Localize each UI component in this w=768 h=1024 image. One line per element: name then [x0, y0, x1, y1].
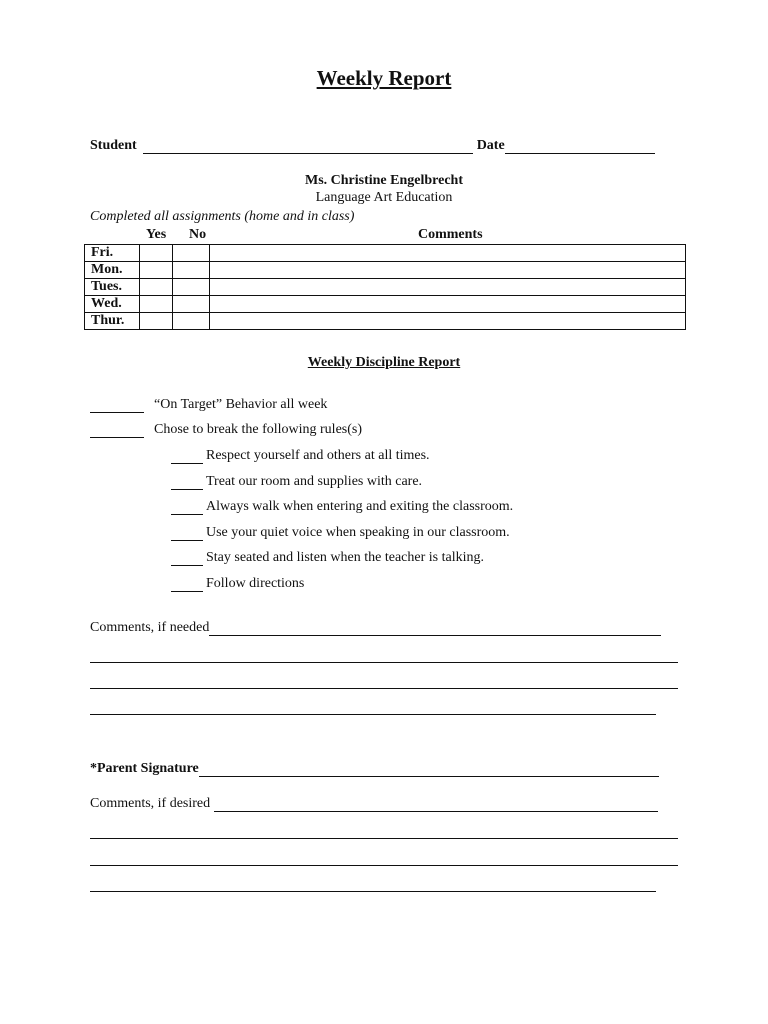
rule-blank[interactable] [171, 577, 203, 592]
yes-cell[interactable] [140, 313, 173, 330]
student-date-row [90, 138, 662, 154]
no-cell[interactable] [173, 279, 210, 296]
rule-item [171, 448, 430, 464]
yes-column-header: Yes [146, 227, 167, 242]
comments-needed-label: Comments, if needed [90, 620, 210, 635]
comments-desired-row [90, 796, 658, 812]
yes-cell[interactable] [140, 245, 173, 262]
yes-cell[interactable] [140, 296, 173, 313]
table-row [85, 296, 686, 313]
day-label: Fri. [85, 245, 140, 262]
comments-needed-line[interactable] [90, 662, 678, 663]
comments-column-header: Comments [418, 227, 483, 242]
rule-label: Treat our room and supplies with care. [206, 474, 423, 489]
no-cell[interactable] [173, 296, 210, 313]
department: Language Art Education [315, 190, 453, 205]
rule-item [171, 576, 304, 592]
comments-desired-line[interactable] [90, 891, 656, 892]
comments-desired-label: Comments, if desired [90, 796, 211, 811]
rule-item [171, 550, 484, 566]
comments-cell[interactable] [210, 296, 686, 313]
parent-signature-row [90, 761, 659, 777]
comments-needed-row [90, 620, 661, 636]
yes-cell[interactable] [140, 262, 173, 279]
no-cell[interactable] [173, 313, 210, 330]
table-row [85, 245, 686, 262]
no-cell[interactable] [173, 245, 210, 262]
parent-signature-label: *Parent Signature [90, 761, 199, 776]
rule-label: Respect yourself and others at all times. [206, 448, 430, 463]
table-row [85, 313, 686, 330]
rule-item [171, 499, 513, 515]
comments-needed-line[interactable] [90, 714, 656, 715]
on-target-label: “On Target” Behavior all week [154, 397, 328, 412]
rule-label: Follow directions [206, 576, 305, 591]
rule-blank[interactable] [171, 449, 203, 464]
rule-blank[interactable] [171, 500, 203, 515]
comments-desired-line[interactable] [90, 865, 678, 866]
comments-needed-field[interactable] [209, 621, 661, 636]
comments-cell[interactable] [210, 245, 686, 262]
parent-signature-field[interactable] [199, 762, 659, 777]
table-row [85, 262, 686, 279]
on-target-item [90, 397, 327, 413]
rule-label: Always walk when entering and exiting the classroom. [206, 499, 514, 514]
comments-desired-field[interactable] [214, 797, 658, 812]
broke-rules-item [90, 422, 362, 438]
day-label: Tues. [85, 279, 140, 296]
date-field[interactable] [505, 139, 655, 154]
page-title: Weekly Report [316, 66, 452, 90]
rule-label: Stay seated and listen when the teacher is talking. [206, 550, 484, 565]
rule-blank[interactable] [171, 475, 203, 490]
day-label: Wed. [85, 296, 140, 313]
discipline-title: Weekly Discipline Report [307, 355, 461, 370]
student-label: Student [90, 138, 137, 153]
on-target-blank[interactable] [90, 398, 144, 413]
table-row [85, 279, 686, 296]
rule-item [171, 474, 422, 490]
comments-cell[interactable] [210, 279, 686, 296]
yes-cell[interactable] [140, 279, 173, 296]
comments-cell[interactable] [210, 262, 686, 279]
date-label: Date [476, 138, 505, 153]
rule-item [171, 525, 510, 541]
rule-label: Use your quiet voice when speaking in our classroom. [206, 525, 510, 540]
broke-rules-label: Chose to break the following rules(s) [154, 422, 363, 437]
assignments-table [84, 244, 686, 330]
day-label: Mon. [85, 262, 140, 279]
rule-blank[interactable] [171, 526, 203, 541]
day-label: Thur. [85, 313, 140, 330]
broke-rules-blank[interactable] [90, 423, 144, 438]
teacher-name: Ms. Christine Engelbrecht [304, 173, 463, 188]
student-field[interactable] [143, 139, 473, 154]
comments-cell[interactable] [210, 313, 686, 330]
comments-desired-line[interactable] [90, 838, 678, 839]
rule-blank[interactable] [171, 551, 203, 566]
comments-needed-line[interactable] [90, 688, 678, 689]
no-cell[interactable] [173, 262, 210, 279]
assignments-caption: Completed all assignments (home and in class) [90, 209, 355, 224]
no-column-header: No [189, 227, 207, 242]
